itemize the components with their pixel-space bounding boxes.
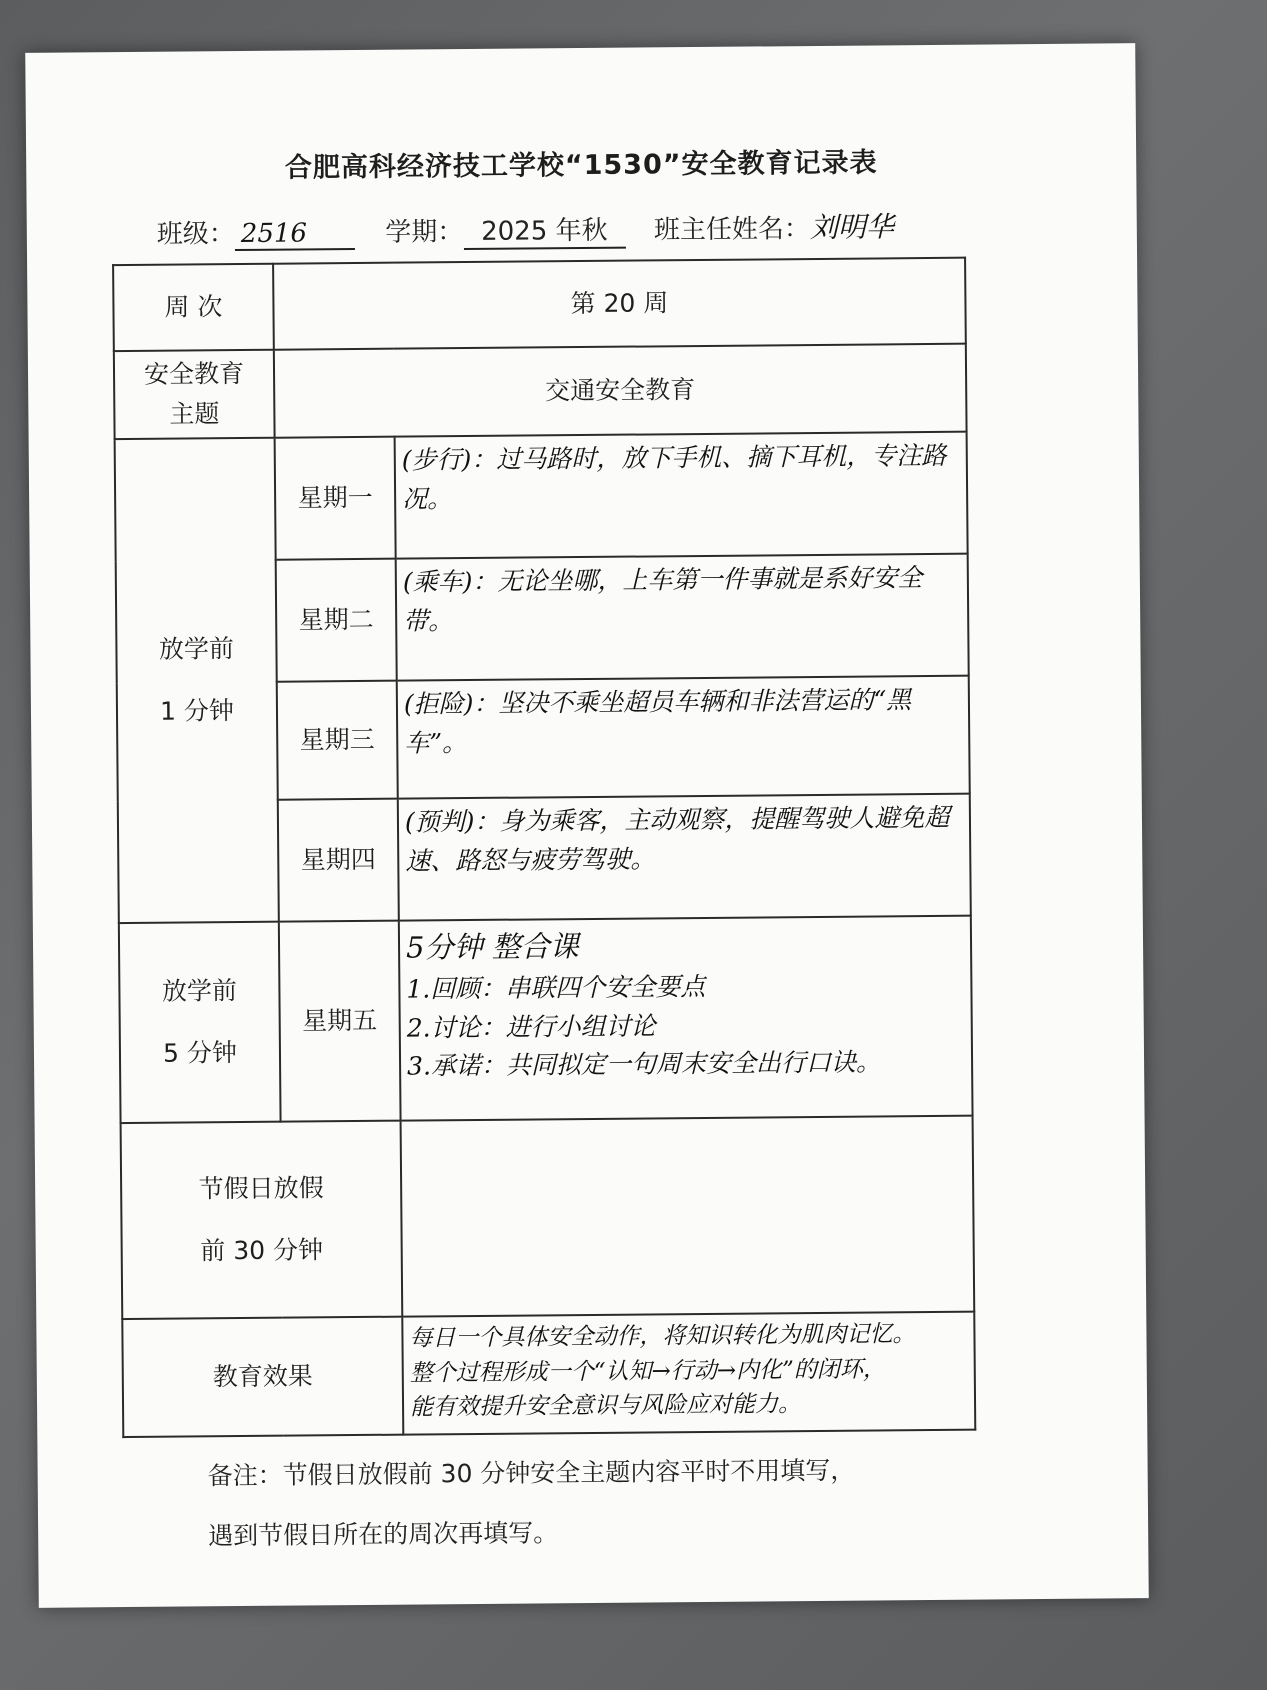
day-content-thursday: (预判)：身为乘客，主动观察，提醒驾驶人避免超速、路怒与疲劳驾驶。 <box>398 794 971 921</box>
day-label-monday: 星期一 <box>275 437 396 560</box>
five-minute-label: 放学前 5 分钟 <box>119 922 281 1123</box>
header-info <box>157 205 894 252</box>
note-line-2: 遇到节假日所在的周次再填写。 <box>208 1518 559 1551</box>
day-content-monday: (步行)：过马路时，放下手机、摘下耳机，专注路况。 <box>395 432 968 559</box>
week-value: 第 20 周 <box>273 258 966 350</box>
day-content-tuesday: (乘车)：无论坐哪，上车第一件事就是系好安全带。 <box>396 554 969 681</box>
week-label: 周 次 <box>113 264 274 351</box>
day-label-tuesday: 星期二 <box>276 559 397 682</box>
record-table <box>112 257 976 1438</box>
teacher-label: 班主任姓名： <box>653 214 811 246</box>
day-label-thursday: 星期四 <box>278 799 399 922</box>
day-label-friday: 星期五 <box>279 921 401 1122</box>
effect-content: 每日一个具体安全动作，将知识转化为肌肉记忆。 整个过程形成一个“认知→行动→内化”的闭环， 能有效提升安全意识与风险应对能力。 <box>402 1312 975 1435</box>
term-value: 2025 年秋 <box>463 210 625 250</box>
holiday-row <box>121 1116 975 1319</box>
term-label: 学期： <box>385 217 464 248</box>
class-value: 2516 <box>235 218 355 251</box>
one-minute-label: 放学前 1 分钟 <box>115 438 279 923</box>
record-sheet <box>25 43 1149 1608</box>
five-minute-row <box>119 916 973 1123</box>
teacher-value: 刘明华 <box>809 210 895 245</box>
class-label: 班级： <box>156 219 235 250</box>
day-content-wednesday: (拒险)：坚决不乘坐超员车辆和非法营运的“黑车”。 <box>397 676 970 799</box>
topic-row <box>114 344 967 439</box>
effect-label: 教育效果 <box>122 1317 403 1437</box>
holiday-content <box>401 1116 975 1317</box>
day-label-wednesday: 星期三 <box>277 681 398 800</box>
day-row <box>115 432 968 561</box>
effect-row <box>122 1312 975 1437</box>
day-content-friday: 5分钟 整合课 1.回顾：串联四个安全要点 2.讨论：进行小组讨论 3.承诺：共同拟定一句周末安全出行口诀。 <box>399 916 973 1121</box>
holiday-label: 节假日放假 前 30 分钟 <box>121 1121 403 1319</box>
topic-label: 安全教育 主题 <box>114 350 275 439</box>
sheet-title: 合肥高科经济技工学校“1530”安全教育记录表 <box>284 147 878 184</box>
week-row <box>113 258 966 351</box>
note-line-1: 备注：节假日放假前 30 分钟安全主题内容平时不用填写， <box>207 1455 856 1491</box>
topic-value: 交通安全教育 <box>274 344 967 438</box>
